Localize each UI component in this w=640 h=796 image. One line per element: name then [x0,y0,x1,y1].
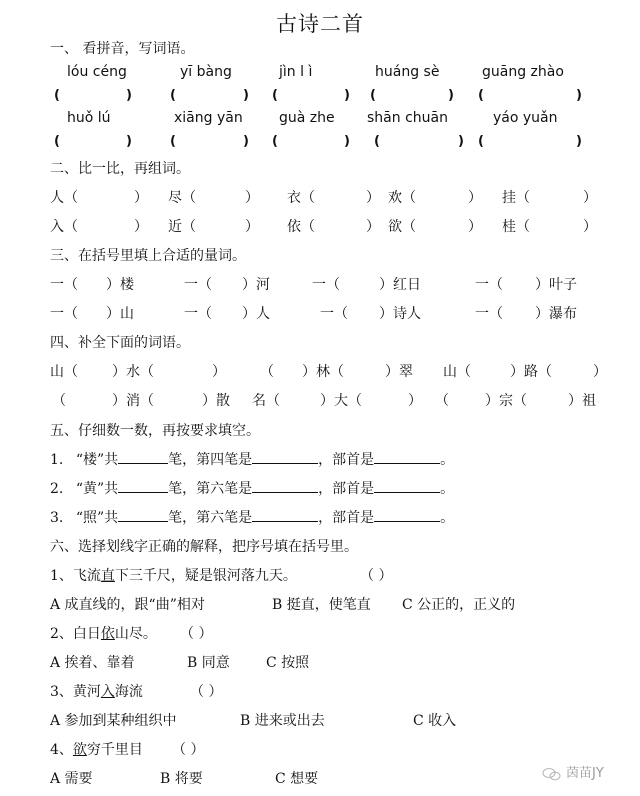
pinyin-item: shān chuān [367,110,448,126]
answer-blank-close: ) [458,134,464,149]
word-prompt: ）消（ [112,393,154,409]
wechat-icon [542,767,562,781]
word-prompt: ） [593,364,607,380]
word-prompt: 欢（ [388,190,416,206]
answer-parens[interactable]: （ ） [172,742,205,758]
pinyin-item: yáo yuǎn [493,110,558,126]
word-prompt: 依（ [287,219,315,235]
word-prompt: （ [260,364,274,380]
word-prompt: ） [583,190,597,206]
word-prompt: ）翠 [385,364,413,380]
question-text: 3、黄河 [50,684,101,700]
word-prompt: ）大（ [320,393,362,409]
stroke-count-blank[interactable] [118,449,168,464]
word-prompt: 尽（ [168,190,196,206]
word-prompt: 桂（ [502,219,530,235]
section3-heading: 三、在括号里填上合适的量词。 [50,248,246,264]
answer-parens[interactable]: （ ） [190,684,223,700]
question-text: ，部首是 [318,510,375,526]
pinyin-item: guāng zhào [482,64,564,80]
word-prompt: ）宗（ [485,393,527,409]
option-b: B 将要 [160,771,203,787]
answer-blank-open: ( [272,134,278,149]
section2-heading: 二、比一比，再组词。 [50,161,190,177]
stroke-question-3 [50,507,454,529]
underlined-char: 依 [100,626,115,642]
answer-blank-open: ( [54,88,60,103]
question-text: 穷千里目 [86,742,143,758]
word-prompt: ）河 [242,277,270,293]
question-text: 4、 [50,742,73,758]
question-text: 1、飞流 [50,568,101,584]
word-prompt: 一（ [184,277,212,293]
question-text: 。 [440,510,455,526]
word-prompt: ） [134,190,148,206]
option-c: C 按照 [266,655,310,671]
word-prompt: 人（ [50,190,78,206]
answer-blank-open: ( [374,134,380,149]
word-prompt: ）林（ [302,364,344,380]
word-prompt: ）诗人 [379,306,421,322]
stroke-answer-blank[interactable] [252,507,318,522]
stroke-count-blank[interactable] [118,478,168,493]
pinyin-item: xiāng yān [174,110,243,126]
word-prompt: 山（ [443,364,471,380]
stroke-question-2 [50,478,454,500]
word-prompt: 欲（ [388,219,416,235]
stroke-answer-blank[interactable] [252,478,318,493]
answer-blank-open: ( [478,88,484,103]
answer-blank-close: ) [126,134,132,149]
word-prompt: ）人 [242,306,270,322]
word-prompt: 名（ [252,393,280,409]
watermark-text: 茵苗JY [566,766,604,781]
question-number: 2. [50,481,64,497]
word-prompt: 一（ [50,306,78,322]
option-a: A 需要 [50,771,93,787]
pinyin-item: jìn l ì [279,64,313,80]
underlined-char: 直 [100,568,115,584]
radical-blank[interactable] [374,507,440,522]
answer-blank-open: ( [370,88,376,103]
word-prompt: 一（ [50,277,78,293]
word-prompt: ） [408,393,422,409]
answer-blank-open: ( [170,134,176,149]
word-prompt: ）祖 [568,393,596,409]
stroke-question-1 [50,449,454,471]
word-prompt: ） [212,364,226,380]
option-b: B 挺直，使笔直 [272,597,371,613]
option-c: C 想要 [275,771,319,787]
answer-blank-close: ) [344,88,350,103]
word-prompt: ）叶子 [535,277,577,293]
word-prompt: 一（ [184,306,212,322]
question-text: 笔，第四笔是 [168,452,253,468]
answer-blank-open: ( [478,134,484,149]
option-c: C 收入 [413,713,457,729]
answer-blank-close: ) [576,134,582,149]
word-prompt: 近（ [168,219,196,235]
choice-question-4 [50,739,205,761]
question-text: 2、白日 [50,626,101,642]
answer-blank-close: ) [576,88,582,103]
answer-blank-open: ( [170,88,176,103]
section5-heading: 五、仔细数一数，再按要求填空。 [50,423,260,439]
answer-blank-close: ) [243,88,249,103]
question-char: “楼”共 [75,452,119,468]
answer-parens[interactable]: （ ） [360,568,393,584]
word-prompt: ） [366,190,380,206]
pinyin-item: yī bàng [180,64,232,80]
question-char: “照”共 [75,510,119,526]
answer-blank-close: ) [448,88,454,103]
question-text: 下三千尺，疑是银河落九天。 [114,568,297,584]
answer-blank-open: ( [272,88,278,103]
pinyin-item: guà zhe [279,110,335,126]
question-text: 。 [440,452,455,468]
choice-question-3 [50,681,223,703]
section6-heading: 六、选择划线字正确的解释，把序号填在括号里。 [50,539,358,555]
pinyin-item: huǒ lú [67,110,111,126]
question-text: 海流 [114,684,143,700]
word-prompt: ） [583,219,597,235]
option-a: A 挨着、靠着 [50,655,135,671]
word-prompt: （ [435,393,449,409]
choice-question-2 [50,623,213,645]
word-prompt: 衣（ [287,190,315,206]
watermark [542,762,604,781]
word-prompt: 一（ [475,306,503,322]
word-prompt: ） [366,219,380,235]
word-prompt: ） [245,219,259,235]
answer-blank-open: ( [54,134,60,149]
word-prompt: 挂（ [502,190,530,206]
answer-blank-close: ) [243,134,249,149]
stroke-count-blank[interactable] [118,507,168,522]
word-prompt: 一（ [312,277,340,293]
option-b: B 进来或出去 [240,713,325,729]
section1-heading: 一、 看拼音，写词语。 [50,41,195,57]
word-prompt: ）瀑布 [535,306,577,322]
answer-blank-close: ) [344,134,350,149]
pinyin-item: lóu céng [67,64,127,80]
question-text: 。 [440,481,455,497]
word-prompt: ） [468,190,482,206]
question-text: ，部首是 [318,481,375,497]
option-c: C 公正的，正义的 [402,597,516,613]
choice-question-1 [50,565,393,587]
word-prompt: 一（ [475,277,503,293]
option-b: B 同意 [187,655,230,671]
question-text: 笔，第六笔是 [168,481,253,497]
question-number: 3. [50,510,64,526]
question-text: 山尽。 [114,626,157,642]
underlined-char: 欲 [72,742,87,758]
pinyin-item: huáng sè [375,64,440,80]
word-prompt: ） [468,219,482,235]
word-prompt: ）山 [106,306,134,322]
question-text: ，部首是 [318,452,375,468]
question-text: 笔，第六笔是 [168,510,253,526]
stroke-answer-blank[interactable] [252,449,318,464]
word-prompt: ）水（ [112,364,154,380]
word-prompt: ） [245,190,259,206]
option-a: A 参加到某种组织中 [50,713,177,729]
underlined-char: 入 [100,684,115,700]
question-char: “黄”共 [75,481,119,497]
word-prompt: 一（ [320,306,348,322]
word-prompt: 入（ [50,219,78,235]
word-prompt: ）楼 [106,277,134,293]
word-prompt: ）路（ [510,364,552,380]
answer-blank-close: ) [126,88,132,103]
option-a: A 成直线的，跟“曲”相对 [50,597,205,613]
radical-blank[interactable] [374,478,440,493]
answer-parens[interactable]: （ ） [180,626,213,642]
word-prompt: ）红日 [379,277,421,293]
section4-heading: 四、补全下面的词语。 [50,335,190,351]
word-prompt: ）散 [202,393,230,409]
word-prompt: （ [52,393,66,409]
question-number: 1. [50,452,64,468]
page-title: 古诗二首 [276,12,364,36]
word-prompt: 山（ [50,364,78,380]
radical-blank[interactable] [374,449,440,464]
word-prompt: ） [134,219,148,235]
